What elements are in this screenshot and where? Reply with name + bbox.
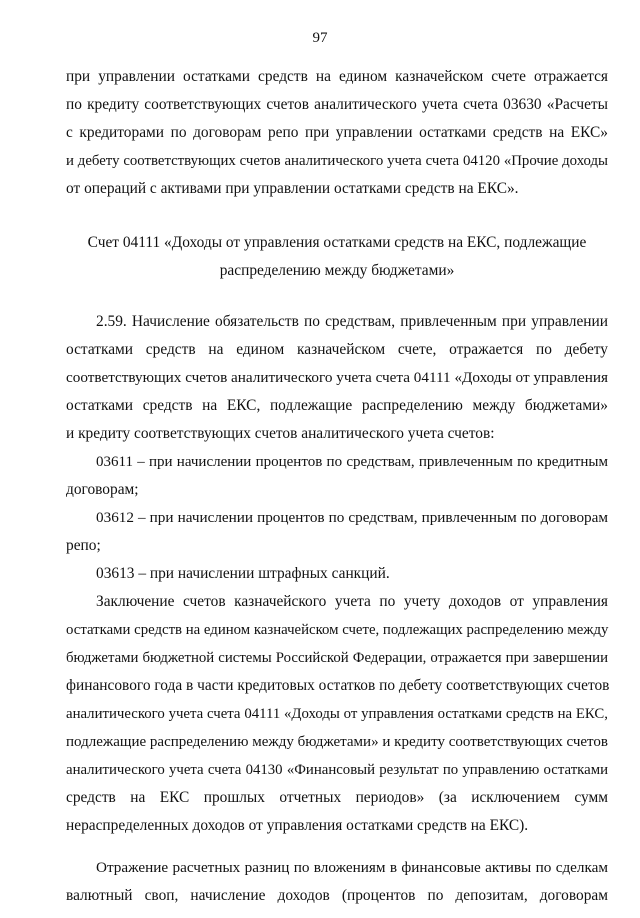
text-line: Отражение расчетных разниц по вложениям в финансовые активы по сделкам <box>96 859 608 876</box>
text-line: 03611 – при начислении процентов по средствам, привлеченным по кредитным <box>96 454 608 470</box>
text-line: по кредиту соответствующих счетов аналитического учета счета 03630 «Расчеты <box>66 96 608 113</box>
text-line: остатками средств на едином казначейском счете, подлежащих распределению между <box>66 622 609 638</box>
text-line: договорам; <box>66 481 139 498</box>
text-line: финансового года в части кредитовых остатков по дебету соответствующих счетов <box>66 677 610 694</box>
text-line: репо; <box>66 537 101 554</box>
text-line: 03613 – при начислении штрафных санкций. <box>96 565 390 582</box>
text-line: с кредиторами по договорам репо при управлении остатками средств на ЕКС» <box>66 124 608 141</box>
text-line: аналитического учета счета 04111 «Доходы от управления остатками средств на ЕКС, <box>66 706 608 722</box>
text-line: бюджетами бюджетной системы Российской Федерации, отражается при завершении <box>66 650 608 666</box>
text-line: подлежащие распределению между бюджетами» и кредиту соответствующих счетов <box>66 734 608 750</box>
text-line: при управлении остатками средств на едином казначейском счете отражается <box>66 68 608 85</box>
page-number: 97 <box>312 30 328 46</box>
text-line: 03612 – при начислении процентов по средствам, привлеченным по договорам <box>96 509 608 526</box>
text-line: средств на ЕКС прошлых отчетных периодов» (за исключением сумм <box>66 789 608 806</box>
text-line: 2.59. Начисление обязательств по средствам, привлеченным при управлении <box>96 313 608 330</box>
text-line: и кредиту соответствующих счетов аналитического учета счетов: <box>66 425 495 442</box>
text-line: Заключение счетов казначейского учета по учету доходов от управления <box>96 593 608 610</box>
text-line: соответствующих счетов аналитического учета счета 04111 «Доходы от управления <box>66 369 608 386</box>
text-line: нераспределенных доходов от управления остатками средств на ЕКС). <box>66 817 529 834</box>
heading-line: распределению между бюджетами» <box>219 262 455 279</box>
text-line: аналитического учета счета 04130 «Финансовый результат по управлению остатками <box>66 762 608 778</box>
text-line: от операций с активами при управлении остатками средств на ЕКС». <box>66 180 519 197</box>
text-line: остатками средств на ЕКС, подлежащие распределению между бюджетами» <box>66 397 608 414</box>
text-line: валютный своп, начисление доходов (процентов по депозитам, договорам <box>66 887 608 904</box>
text-line: остатками средств на едином казначейском счете, отражается по дебету <box>66 341 608 358</box>
text-line: и дебету соответствующих счетов аналитического учета счета 04120 «Прочие доходы <box>66 153 608 169</box>
heading-line: Счет 04111 «Доходы от управления остатками средств на ЕКС, подлежащие <box>87 234 587 251</box>
